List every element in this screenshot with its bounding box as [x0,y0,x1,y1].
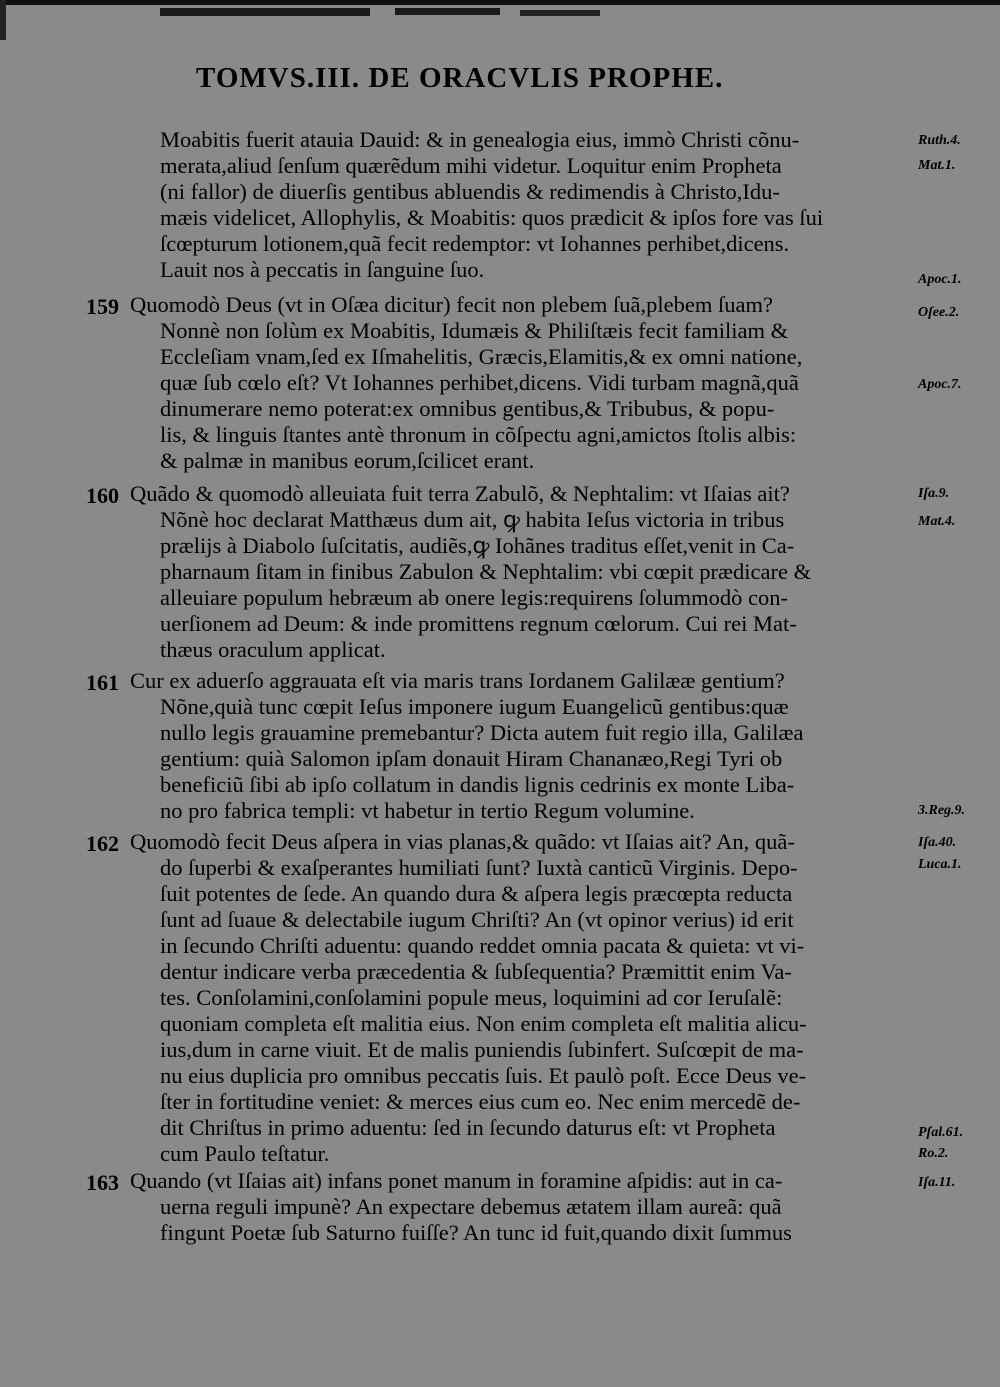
text-line: Nonnè non ſolùm ex Moabitis, Idumæis & Philiſtæis fecit familiam & [160,318,789,343]
text-line: ſunt ad ſuaue & delectabile iugum Chriſti? An (vt opinor verius) id erit [160,907,794,932]
text-line: no pro fabrica templi: vt habetur in tertio Regum volumine. [160,798,695,823]
section-number: 162 [86,831,119,856]
text-line: tes. Conſolamini,conſolamini popule meus, loquimini ad cor Ieruſalẽ: [160,985,783,1010]
section-number: 161 [86,670,119,695]
text-line: quæ ſub cœlo eſt? Vt Iohannes perhibet,dicens. Vidi turbam magnã,quã [160,370,799,395]
text-line: uerna reguli impunè? An expectare debemus ætatem illam aureã: quã [160,1194,782,1219]
text-line: merata,aliud ſenſum quærẽdum mihi videtur. Loquitur enim Propheta [160,153,782,178]
text-line: ſcœpturum lotionem,quã fecit redemptor: vt Iohannes perhibet,dicens. [160,231,790,256]
text-line: beneficiũ ſibi ab ipſo collatum in dandis lignis cedrinis ex monte Liba- [160,772,795,797]
marginal-reference: 3.Reg.9. [918,803,966,818]
marginal-reference: Pſal.61. [918,1125,964,1140]
text-line: ius,dum in carne viuit. Et de malis puniendis ſubinfert. Suſcœpit de ma- [160,1037,804,1062]
text-line: Quomodò fecit Deus aſpera in vias planas,& quãdo: vt Iſaias ait? An, quã- [130,829,795,854]
running-head: TOMVS.III. DE ORACVLIS PROPHE. [196,62,724,94]
text-line: quoniam completa eſt malitia eius. Non enim completa eſt malitia alicu- [160,1011,807,1036]
text-line: ſuit potentes de ſede. An quando dura & aſpera legis præcœpta reducta [160,881,793,906]
marginal-reference: Oſee.2. [918,305,960,320]
text-line: fingunt Poetæ ſub Saturno fuiſſe? An tunc id fuit,quando dixit ſummus [160,1220,792,1245]
section-number: 159 [86,294,119,319]
text-line: Eccleſiam vnam,ſed ex Iſmahelitis, Græcis,Elamitis,& ex omni natione, [160,344,803,369]
text-line: cum Paulo teſtatur. [160,1141,330,1166]
text-line: prælijs à Diabolo ſuſcitatis, audiẽs,ꝙ Iohãnes traditus eſſet,venit in Ca- [160,533,795,558]
top-edge-noise [0,0,1000,40]
text-line: Cur ex aduerſo aggrauata eſt via maris trans Iordanem Galilææ gentium? [130,668,785,693]
text-line: pharnaum ſitam in finibus Zabulon & Nephtalim: vbi cœpit prædicare & [160,559,812,584]
text-line: nu eius duplicia pro omnibus peccatis ſuis. Et paulò poſt. Ecce Deus ve- [160,1063,807,1088]
text-line: ſter in fortitudine veniet: & merces eius cum eo. Nec enim mercedẽ de- [160,1089,801,1114]
text-line: Lauit nos à peccatis in ſanguine ſuo. [160,257,485,282]
text-line: Nõnè hoc declarat Matthæus dum ait, ꝙ habita Ieſus victoria in tribus [160,507,785,532]
text-line: do ſuperbi & exaſperantes humiliati ſunt? Iuxtà canticũ Virginis. Depo- [160,855,798,880]
text-line: dinumerare nemo poterat:ex omnibus gentibus,& Tribubus, & popu- [160,396,775,421]
text-line: (ni fallor) de diuerſis gentibus abluendis & redimendis à Christo,Idu- [160,179,780,204]
text-line: gentium: quià Salomon ipſam donauit Hiram Chananæo,Regi Tyri ob [160,746,783,771]
marginal-reference: Mat.4. [918,514,956,529]
marginal-reference: Iſa.11. [918,1175,956,1190]
text-line: Quomodò Deus (vt in Oſæa dicitur) fecit non plebem ſuã,plebem ſuam? [130,292,773,317]
text-line: Nõne,quià tunc cœpit Ieſus imponere iugum Euangelicũ gentibus:quæ [160,694,789,719]
text-line: nullo legis grauamine premebantur? Dicta autem fuit regio illa, Galilæa [160,720,804,745]
text-line: Quando (vt Iſaias ait) infans ponet manum in foramine aſpidis: aut in ca- [130,1168,783,1193]
marginal-reference: Iſa.9. [918,486,950,501]
text-line: dentur indicare verba præcedentia & ſubſequentia? Præmittit enim Va- [160,959,792,984]
text-line: mæis videlicet, Allophylis, & Moabitis: quos prædicit & ipſos fore vas ſui [160,205,824,230]
marginal-reference: Luca.1. [918,857,962,872]
section-number: 160 [86,483,119,508]
text-line: in ſecundo Chriſti aduentu: quando reddet omnia pacata & quieta: vt vi- [160,933,805,958]
marginal-reference: Ro.2. [918,1146,949,1161]
text-line: & palmæ in manibus eorum,ſcilicet erant. [160,448,535,473]
marginal-reference: Iſa.40. [918,835,957,850]
marginal-reference: Apoc.1. [918,272,962,287]
marginal-reference: Ruth.4. [918,133,961,148]
text-line: thæus oraculum applicat. [160,637,386,662]
marginal-reference: Mat.1. [918,158,956,173]
section-number: 163 [86,1170,119,1195]
text-line: uerſionem ad Deum: & inde promittens regnum cœlorum. Cui rei Mat- [160,611,797,636]
text-line: Quãdo & quomodò alleuiata fuit terra Zabulõ, & Nephtalim: vt Iſaias ait? [130,481,790,506]
text-line: dit Chriſtus in primo aduentu: ſed in ſecundo daturus eſt: vt Propheta [160,1115,776,1140]
text-line: alleuiare populum hebræum ab onere legis:requirens ſolummodò con- [160,585,788,610]
marginal-reference: Apoc.7. [918,377,962,392]
text-line: lis, & linguis ſtantes antè thronum in cõſpectu agni,amictos ſtolis albis: [160,422,797,447]
text-line: Moabitis fuerit atauia Dauid: & in genealogia eius, immò Christi cõnu- [160,127,800,152]
